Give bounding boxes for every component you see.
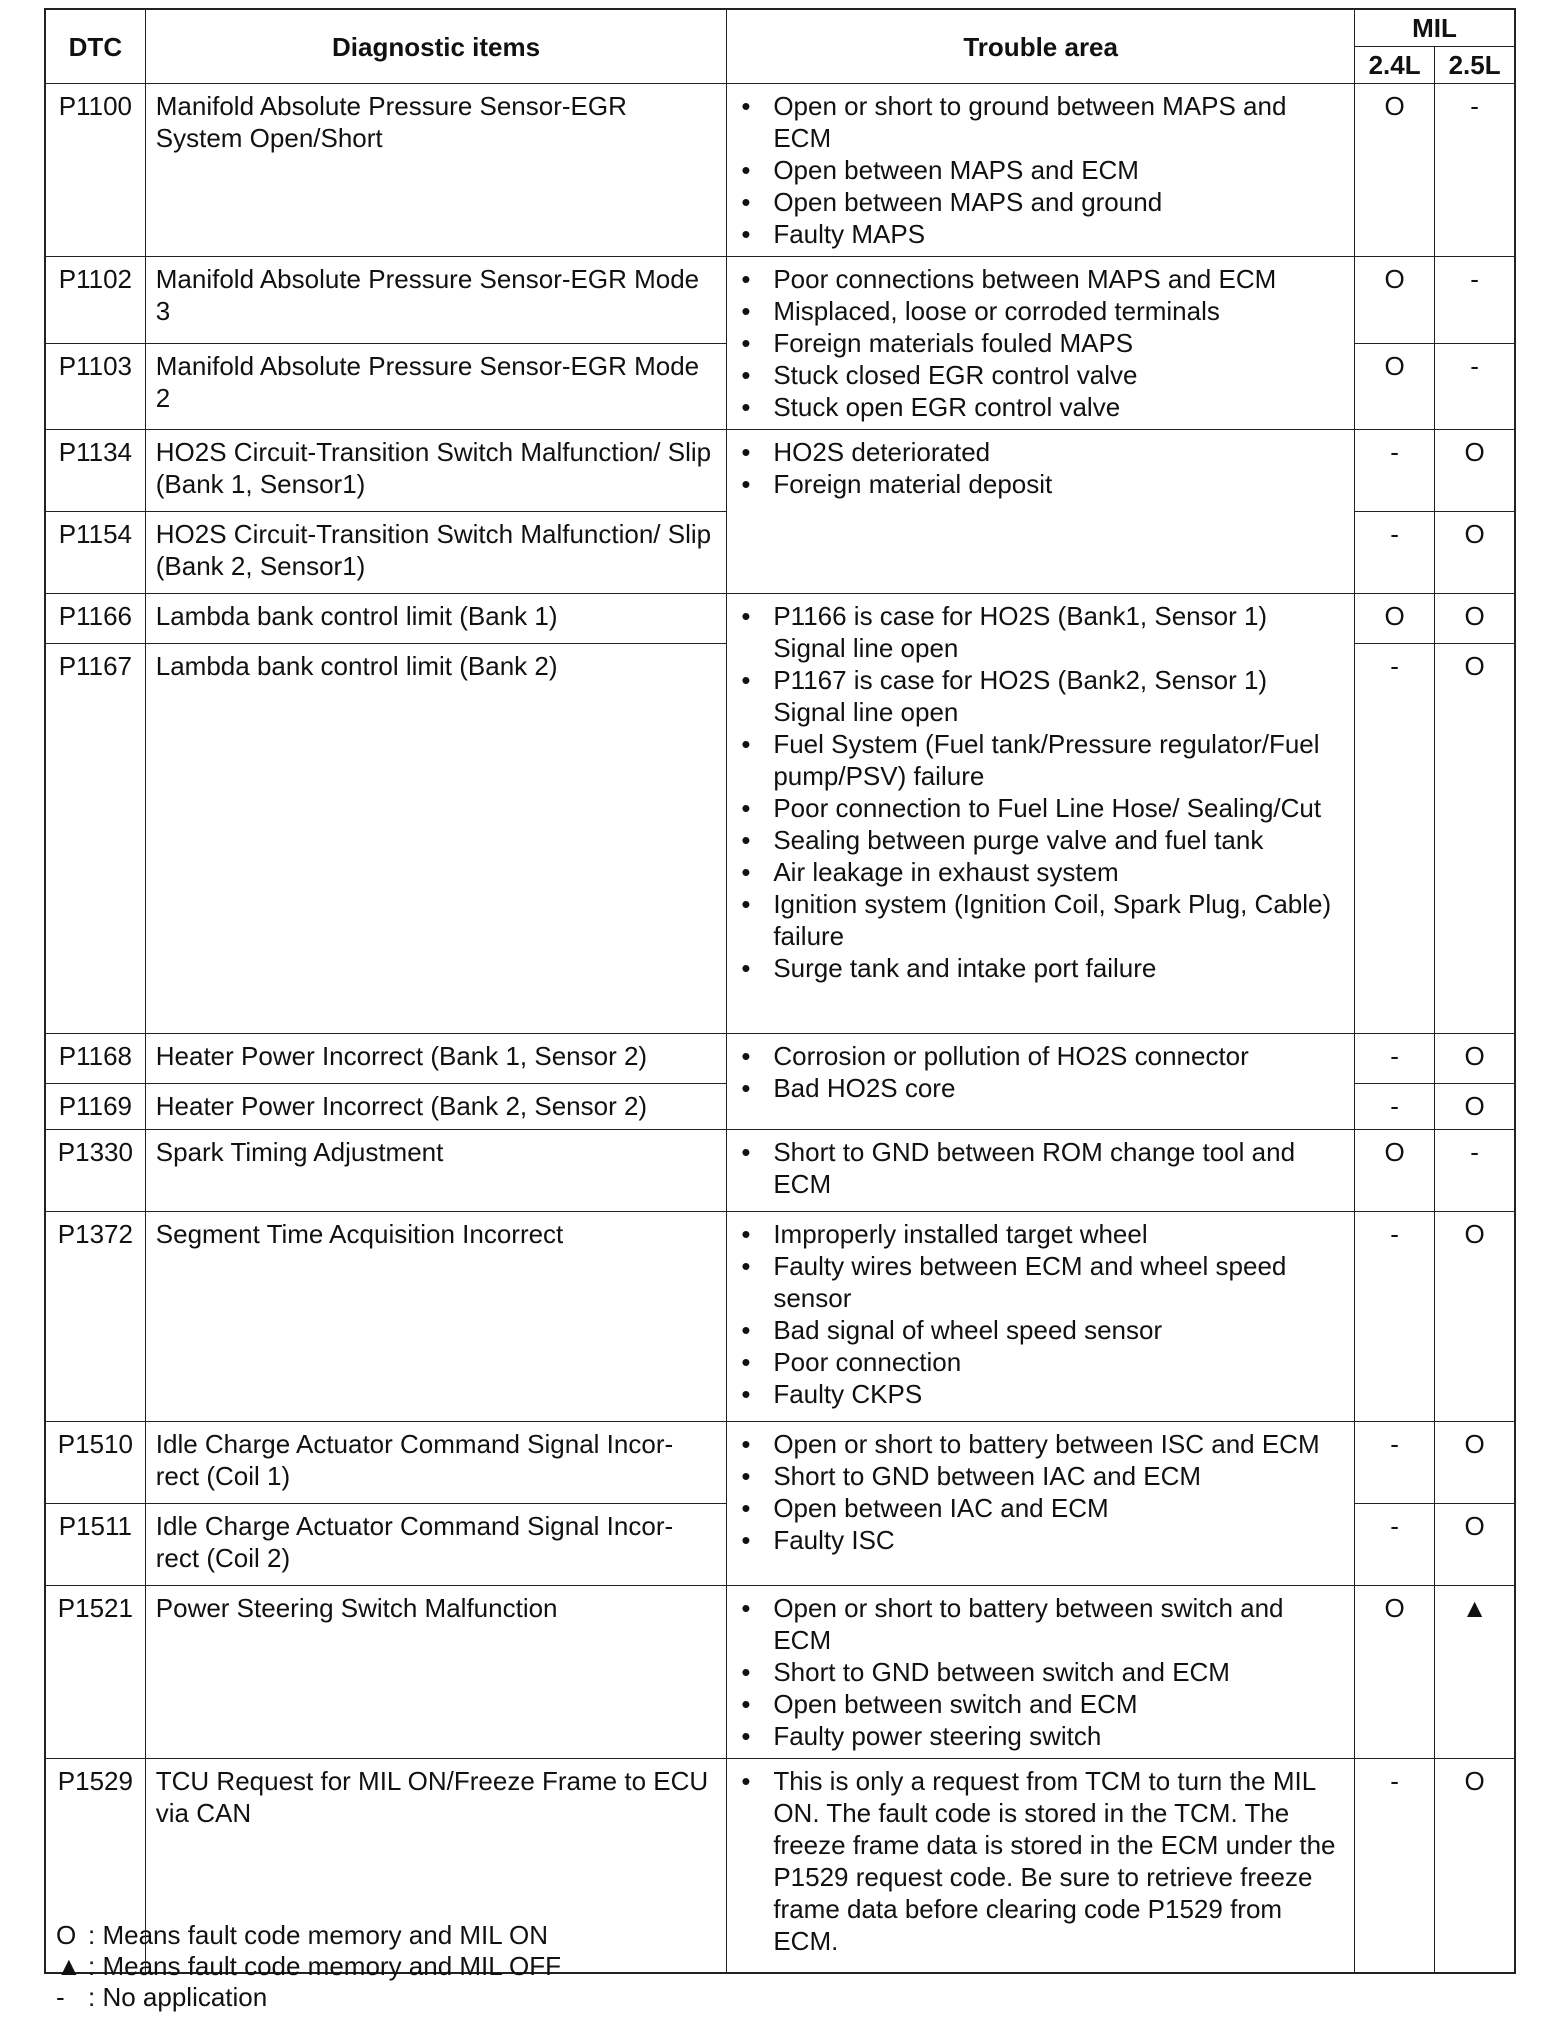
table-row [45,594,1515,644]
mil-2-5l: - [1435,343,1515,430]
header-mil-2-5l: 2.5L [1435,47,1515,84]
trouble-area-item: • Faulty MAPS [739,218,1346,250]
trouble-area-item: • Sealing between purge valve and fuel tank [739,824,1346,856]
diagnostic-item: Power Steering Switch Malfunction [145,1586,727,1759]
diagnostic-item: Heater Power Incorrect (Bank 2, Sensor 2) [145,1084,727,1130]
trouble-area-item: • Short to GND between ROM change tool and ECM [739,1136,1346,1200]
diagnostic-item: HO2S Circuit-Transition Switch Malfunction/ Slip (Bank 2, Sensor1) [145,512,727,594]
trouble-area-item: • Foreign materials fouled MAPS [739,327,1346,359]
trouble-area-item: • Open or short to battery between switch and ECM [739,1592,1346,1656]
dtc-code: P1102 [45,257,145,344]
trouble-area [727,1586,1355,1759]
mil-2-5l: - [1435,1130,1515,1212]
mil-2-5l: O [1435,594,1515,644]
diagnostic-item: Heater Power Incorrect (Bank 1, Sensor 2) [145,1034,727,1084]
dtc-table [44,8,1516,1974]
mil-2-4l: O [1355,1586,1435,1759]
mil-2-4l: O [1355,84,1435,257]
header-mil-2-4l: 2.4L [1355,47,1435,84]
legend [56,1920,561,2013]
dtc-code: P1166 [45,594,145,644]
trouble-area-item: • Open between MAPS and ground [739,186,1346,218]
trouble-area-item: • Foreign material deposit [739,468,1346,500]
trouble-area-item: • Faulty CKPS [739,1378,1346,1410]
header-diagnostic-items: Diagnostic items [145,9,727,84]
table-row [45,1034,1515,1084]
trouble-area-item: • Open between MAPS and ECM [739,154,1346,186]
trouble-area-item: • Stuck open EGR control valve [739,391,1346,423]
dtc-code: P1134 [45,430,145,512]
triangle-symbol: ▲ [56,1951,82,1981]
legend-item-mil-on [56,1920,561,1951]
mil-2-5l: O [1435,1084,1515,1130]
dtc-code: P1372 [45,1212,145,1422]
trouble-area-item: • Corrosion or pollution of HO2S connector [739,1040,1346,1072]
dtc-table-body [45,84,1515,1973]
mil-2-5l: O [1435,1034,1515,1084]
mil-2-5l: O [1435,1759,1515,1973]
diagnostic-item: Segment Time Acquisition Incorrect [145,1212,727,1422]
table-row [45,1212,1515,1422]
diagnostic-item: HO2S Circuit-Transition Switch Malfunction/ Slip (Bank 1, Sensor1) [145,430,727,512]
diagnostic-item: TCU Request for MIL ON/Freeze Frame to ECU via CAN [145,1759,727,1973]
diagnostic-item: Idle Charge Actuator Command Signal Incor-rect (Coil 1) [145,1422,727,1504]
dtc-code: P1154 [45,512,145,594]
mil-2-4l: O [1355,257,1435,344]
dtc-code: P1510 [45,1422,145,1504]
dtc-code: P1100 [45,84,145,257]
header-dtc: DTC [45,9,145,84]
mil-2-5l: O [1435,1212,1515,1422]
trouble-area-item: • Poor connection to Fuel Line Hose/ Sealing/Cut [739,792,1346,824]
mil-2-5l: O [1435,644,1515,1034]
trouble-area-item: • Poor connection [739,1346,1346,1378]
trouble-area-item: • Surge tank and intake port failure [739,952,1346,984]
mil-2-4l: - [1355,1034,1435,1084]
trouble-area-item: • Short to GND between IAC and ECM [739,1460,1346,1492]
mil-2-5l: - [1435,84,1515,257]
header-trouble-area: Trouble area [727,9,1355,84]
legend-item-no-application [56,1982,561,2013]
trouble-area-item: • Faulty power steering switch [739,1720,1346,1752]
mil-2-4l: - [1355,1504,1435,1586]
mil-2-5l: O [1435,430,1515,512]
trouble-area [727,84,1355,257]
trouble-area [727,1759,1355,1973]
dtc-table-sheet [44,8,1516,1974]
table-row [45,1586,1515,1759]
trouble-area [727,1422,1355,1586]
dtc-code: P1330 [45,1130,145,1212]
trouble-area-item: • Faulty wires between ECM and wheel speed sensor [739,1250,1346,1314]
diagnostic-item: Manifold Absolute Pressure Sensor-EGR Mode 3 [145,257,727,344]
trouble-area [727,1212,1355,1422]
trouble-area-item: • Short to GND between switch and ECM [739,1656,1346,1688]
trouble-area-item: • Air leakage in exhaust system [739,856,1346,888]
mil-2-5l: O [1435,1504,1515,1586]
header-mil: MIL [1355,9,1515,47]
dtc-code: P1103 [45,343,145,430]
circle-symbol: O [56,1920,77,1950]
trouble-area-item: • P1166 is case for HO2S (Bank1, Sensor 1) Signal line open [739,600,1346,664]
trouble-area-item: • Misplaced, loose or corroded terminals [739,295,1346,327]
trouble-area-item: • Faulty ISC [739,1524,1346,1556]
trouble-area [727,257,1355,430]
trouble-area-item: • HO2S deteriorated [739,436,1346,468]
mil-2-4l: O [1355,343,1435,430]
trouble-area-item: • Poor connections between MAPS and ECM [739,263,1346,295]
mil-2-4l: - [1355,1212,1435,1422]
mil-2-4l: O [1355,594,1435,644]
diagnostic-item: Idle Charge Actuator Command Signal Incor-rect (Coil 2) [145,1504,727,1586]
dtc-code: P1169 [45,1084,145,1130]
table-row [45,1422,1515,1504]
mil-2-5l: - [1435,257,1515,344]
trouble-area [727,430,1355,594]
mil-2-5l: ▲ [1435,1586,1515,1759]
mil-2-5l: O [1435,1422,1515,1504]
legend-text: : Means fault code memory and MIL OFF [88,1951,561,1981]
mil-2-4l: - [1355,1084,1435,1130]
mil-2-4l: - [1355,512,1435,594]
dtc-code: P1167 [45,644,145,1034]
diagnostic-item: Lambda bank control limit (Bank 1) [145,594,727,644]
trouble-area-item: • Bad HO2S core [739,1072,1346,1104]
trouble-area [727,1034,1355,1130]
trouble-area-item: • Improperly installed target wheel [739,1218,1346,1250]
trouble-area-item: • Stuck closed EGR control valve [739,359,1346,391]
trouble-area [727,1130,1355,1212]
mil-2-4l: O [1355,1130,1435,1212]
mil-2-4l: - [1355,644,1435,1034]
table-row [45,257,1515,344]
trouble-area-item: • This is only a request from TCM to turn the MIL ON. The fault code is stored in the TCM. The freeze frame data is stored in the ECM under the P1529 request code. Be sure to retrieve freeze frame data before clearing code P1529 from ECM. [739,1765,1346,1957]
trouble-area-item: • Open or short to battery between ISC and ECM [739,1428,1346,1460]
diagnostic-item: Spark Timing Adjustment [145,1130,727,1212]
trouble-area-item: • Open or short to ground between MAPS and ECM [739,90,1346,154]
trouble-area-item: • Fuel System (Fuel tank/Pressure regulator/Fuel pump/PSV) failure [739,728,1346,792]
dtc-code: P1521 [45,1586,145,1759]
dtc-code: P1511 [45,1504,145,1586]
mil-2-4l: - [1355,430,1435,512]
table-row [45,1130,1515,1212]
trouble-area [727,594,1355,1034]
dash-symbol: - [56,1982,65,2012]
dtc-code: P1168 [45,1034,145,1084]
trouble-area-item: • Open between switch and ECM [739,1688,1346,1720]
dtc-code: P1529 [45,1759,145,1973]
trouble-area-item: • Bad signal of wheel speed sensor [739,1314,1346,1346]
mil-2-4l: - [1355,1759,1435,1973]
table-row [45,430,1515,512]
legend-item-mil-off [56,1951,561,1982]
diagnostic-item: Lambda bank control limit (Bank 2) [145,644,727,1034]
trouble-area-item: • Open between IAC and ECM [739,1492,1346,1524]
trouble-area-item: • Ignition system (Ignition Coil, Spark Plug, Cable) failure [739,888,1346,952]
mil-2-4l: - [1355,1422,1435,1504]
legend-text: : No application [88,1982,268,2012]
trouble-area-item: • P1167 is case for HO2S (Bank2, Sensor 1) Signal line open [739,664,1346,728]
table-row [45,84,1515,257]
mil-2-5l: O [1435,512,1515,594]
diagnostic-item: Manifold Absolute Pressure Sensor-EGR System Open/Short [145,84,727,257]
diagnostic-item: Manifold Absolute Pressure Sensor-EGR Mode 2 [145,343,727,430]
legend-text: : Means fault code memory and MIL ON [88,1920,549,1950]
